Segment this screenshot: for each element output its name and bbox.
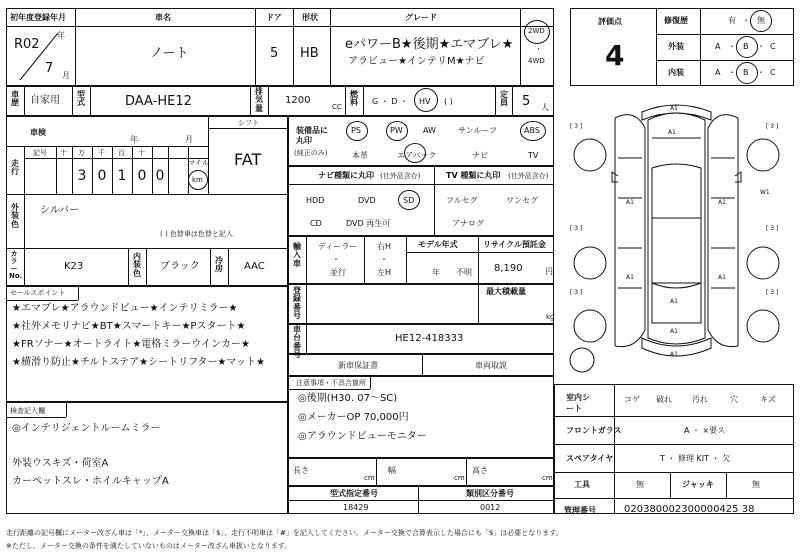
spare-label: スペアタイヤ [566,454,614,463]
first-reg-month: 7 [45,61,54,76]
tools: 無 [636,480,644,489]
car-damage-diagram [560,98,794,380]
int-c: C [770,68,776,77]
diagram-label: [ 3 ] [570,289,583,296]
navi-sd: SD [403,196,415,205]
drive-dot: ・ [535,45,542,53]
diagram-label: [ 3 ] [766,225,779,232]
spare: T ・ 修理 KIT ・ 欠 [660,454,731,463]
equip-tv: TV [528,151,539,160]
checker-item: カーペットスレ・ホイルキャップA [12,476,169,487]
tv-fullseg: フルセグ [446,196,478,205]
max-load-label: 最大積載量 [486,287,526,296]
shift: FAT [234,150,262,169]
import-label: 輸入車 [293,242,301,268]
mileage-digit: 1 [117,168,127,184]
digit-label-mile: マイル [188,159,209,167]
navi-hdd: HDD [306,196,325,205]
type-no-label: 型式指定番号 [330,489,378,498]
color-code-label: カラーNo. [9,250,23,281]
reg-no-label: 登録番号 [293,286,301,321]
diagram-label: [ 3 ] [570,123,583,130]
length-cm: cm [364,474,375,482]
model-year-unknown: 不明 [456,268,472,277]
equip-navi: ナビ [472,151,488,160]
sales-point: ★エマブレ★アラウンドビュー★インテリミラー★ [12,303,238,314]
height-cm: cm [542,474,553,482]
interior-color: ブラック [160,261,200,272]
grade-line2: アラビュー★インテリM★ナビ [348,56,485,67]
sheet-item: 穴 [730,395,738,404]
score-label: 評価点 [598,17,622,26]
note-item: ◎アラウンドビューモニター [298,431,427,442]
car-name: ノート [150,46,189,61]
color-label: 外装色 [11,203,19,229]
score-value: 4 [605,39,625,72]
shape-label: 形状 [302,13,318,22]
recycle: 8,190 [494,263,523,274]
equip-leather: 本革 [352,151,368,160]
footer-line1: 走行距離の記号欄にメーター改ざん車は「*」、メーター交換車は「$」、走行不明車は「#」を記入してください。メーター交換で合算表示した場合にも「$」は必要となります。 [6,529,563,537]
mileage-digit: 0 [97,168,107,184]
navi-dvd-play: DVD 再生可 [346,219,391,228]
chassis-label: 車台番号 [293,325,301,360]
doors: 5 [270,46,279,61]
windshield: A ・ ×要ス [684,426,726,435]
diagram-label: A1 [670,351,678,358]
car-name-label: 車名 [155,13,171,22]
repair-yes: 有 [728,16,736,25]
int-b: B [743,68,749,77]
diagram-label: A1 [626,199,634,206]
equip-airbag: エアバック [397,151,437,160]
recycle-label: リサイクル預託金 [483,240,546,249]
ext-b: B [743,42,749,51]
digit-label-0: 十 [60,149,67,157]
interior-color-label: 内装色 [133,252,141,278]
mileage-digit: 0 [137,168,147,184]
length-label: 長さ [293,466,309,475]
capacity-label: 定員 [500,90,508,108]
mgmt: 020380002300000425 38 [624,504,755,515]
width-cm: cm [454,474,465,482]
windshield-label: フロントガラス [566,426,622,435]
checker-item: ◎インテリジェントルームミラー [12,423,161,434]
mileage-digit: 3 [77,168,87,184]
model-year-year: 年 [432,268,440,277]
digit-label-4: 十 [138,149,145,157]
footer-line2: ※ただし、メーター交換の条件を満たしていないものはメーター改ざん車扱いとなります。 [6,542,292,550]
shape: HB [300,46,319,61]
model-label: 型式 [77,90,85,108]
diagram-label: A1 [668,129,676,136]
diagram-label: A1 [670,105,678,112]
equip-ps: PS [351,126,361,135]
int-a: A [715,68,721,77]
dims-block [288,458,554,486]
equip-label: 装備品に丸印 [296,126,328,146]
import-parallel: 並行 [330,268,346,277]
capacity-unit: 人 [541,103,549,112]
repair-sep: ・ [742,16,750,25]
displacement-label: 排気量 [255,87,263,113]
digit-label-1: 万 [78,149,85,157]
capacity: 5 [522,94,531,109]
doc-block [288,354,554,376]
fuel-label: 燃料 [350,90,358,108]
height-label: 高さ [472,466,488,475]
import-dot: ・ [332,255,340,264]
diagram-label: A1 [670,298,678,305]
first-reg-era: R02 [14,37,40,52]
mileage-label: 走行 [11,159,19,177]
note-item: ◎後期(H30. 07～SC) [298,393,398,404]
repair-label: 修復歴 [664,16,688,25]
drive-4wd: 4WD [528,57,545,65]
ext-a: A [715,42,721,51]
diagram-label: A1 [718,274,726,281]
tv-sub: (社外品含む) [508,172,549,180]
diagram-label: W1 [760,189,770,196]
sheet-item: 汚れ [692,395,708,404]
usage-label: 車歴 [11,90,19,108]
sales-label: セールスポイント [10,289,66,297]
diagram-label: [ 3 ] [570,225,583,232]
tv-analog: アナログ [452,219,484,228]
ext-c: C [770,42,776,51]
interior-label: 内装 [668,68,684,77]
class-no-label: 類別区分番号 [466,489,514,498]
ac: AAC [244,261,265,272]
width-label: 幅 [388,466,396,475]
km: km [192,176,203,184]
sales-point: ★社外メモリナビ★BT★スマートキー★Pスタート★ [12,321,246,332]
equip-sunroof: サンルーフ [458,126,497,135]
grade-line1: eパワーB★後期★エマブレ★ [345,37,514,52]
chassis: HE12-418333 [395,333,464,344]
row2-block [6,86,554,116]
import-dealer: ディーラー [318,242,358,251]
first-reg-month-unit: 月 [62,71,70,80]
sheet-item: コゲ [624,395,640,404]
sales-point: ★横滑り防止★チルトステア★シートリフター★マット★ [12,357,265,368]
import-dot-2: ・ [380,255,388,264]
first-reg-year-unit: 年 [57,31,65,40]
model-year-label: モデル年式 [418,240,458,249]
repair-no: 無 [757,16,765,25]
checker-label: 検査記入欄 [10,407,45,415]
first-reg-label: 初年度登録年月 [10,13,66,22]
cc: CC [332,103,342,111]
model: DAA-HE12 [125,94,192,109]
equip-sub: (純正のみ) [294,149,328,157]
drive-2wd: 2WD [528,27,545,35]
mileage-digit: 0 [155,168,165,184]
class-no: 0012 [480,503,501,512]
import-right-h: 右H [377,242,392,251]
digit-label-sign: 記号 [33,149,47,157]
navi-label: ナビ種類に丸印 [318,171,374,180]
navi-cd: CD [310,219,322,228]
color-code: K23 [64,261,84,272]
diagram-label: [ 3 ] [766,289,779,296]
diagram-label: A1 [626,274,634,281]
interior-sheet-label: 室内シート [566,393,590,414]
tv-label: TV 種類に丸印 [446,171,501,180]
displacement: 1200 [285,95,311,106]
fuel-paren: ( ) [444,97,453,106]
warranty-label: 新車保証書 [338,361,378,370]
shaken-label: 車検 [30,128,46,137]
diagram-label: A1 [670,328,678,335]
ext-sep1: ・ [728,42,736,51]
fuel-selected: HV [419,97,431,106]
checker-item: 外装ウスキズ・荷室A [12,458,109,469]
color-note: ( ) 色替車は色替と記入 [160,230,233,238]
shift-label: シフト [238,119,259,127]
tools-label: 工具 [574,480,590,489]
tv-oneseg: ワンセグ [506,196,538,205]
jack-label: ジャッキ [682,480,714,489]
navi-dvd: DVD [358,196,376,205]
sales-point: ★FRソナー★オートライト★電格ミラーウインカー★ [12,339,250,350]
note-item: ◎メーカーOP 70,000円 [298,412,409,423]
int-sep1: ・ [728,68,736,77]
sheet-item: キズ [760,395,776,404]
shaken-year-unit: 年 [130,135,138,144]
color: シルバー [40,205,80,216]
digit-label-2: 千 [98,149,105,157]
manual-label: 車両取説 [475,361,507,370]
navi-sub: (社外品含む) [380,172,421,180]
jack: 無 [752,480,760,489]
kg: kg [546,313,555,321]
digit-label-3: 百 [118,149,125,157]
mgmt-label: 管理番号 [564,506,596,515]
shaken-month-unit: 月 [185,135,193,144]
type-no: 18429 [343,503,369,512]
ext-sep2: ・ [757,42,765,51]
exterior-label: 外装 [668,42,684,51]
doors-label: ドア [266,13,282,22]
notes-label: 注意事項・不具合箇所 [296,379,366,387]
sheet-item: 破れ [656,395,672,404]
equip-pw: PW [390,126,403,135]
equip-abs: ABS [524,126,540,135]
usage: 自家用 [30,95,60,106]
equip-aw: AW [423,126,436,135]
fuel-options: G ・ D ・ [372,97,408,106]
diagram-label: A1 [718,199,726,206]
ac-label: 冷房 [215,256,223,274]
yen: 円 [545,267,553,276]
import-left-h: 左H [377,268,392,277]
diagram-label: [ 3 ] [766,123,779,130]
int-sep2: ・ [757,68,765,77]
grade-label: グレード [405,13,437,22]
